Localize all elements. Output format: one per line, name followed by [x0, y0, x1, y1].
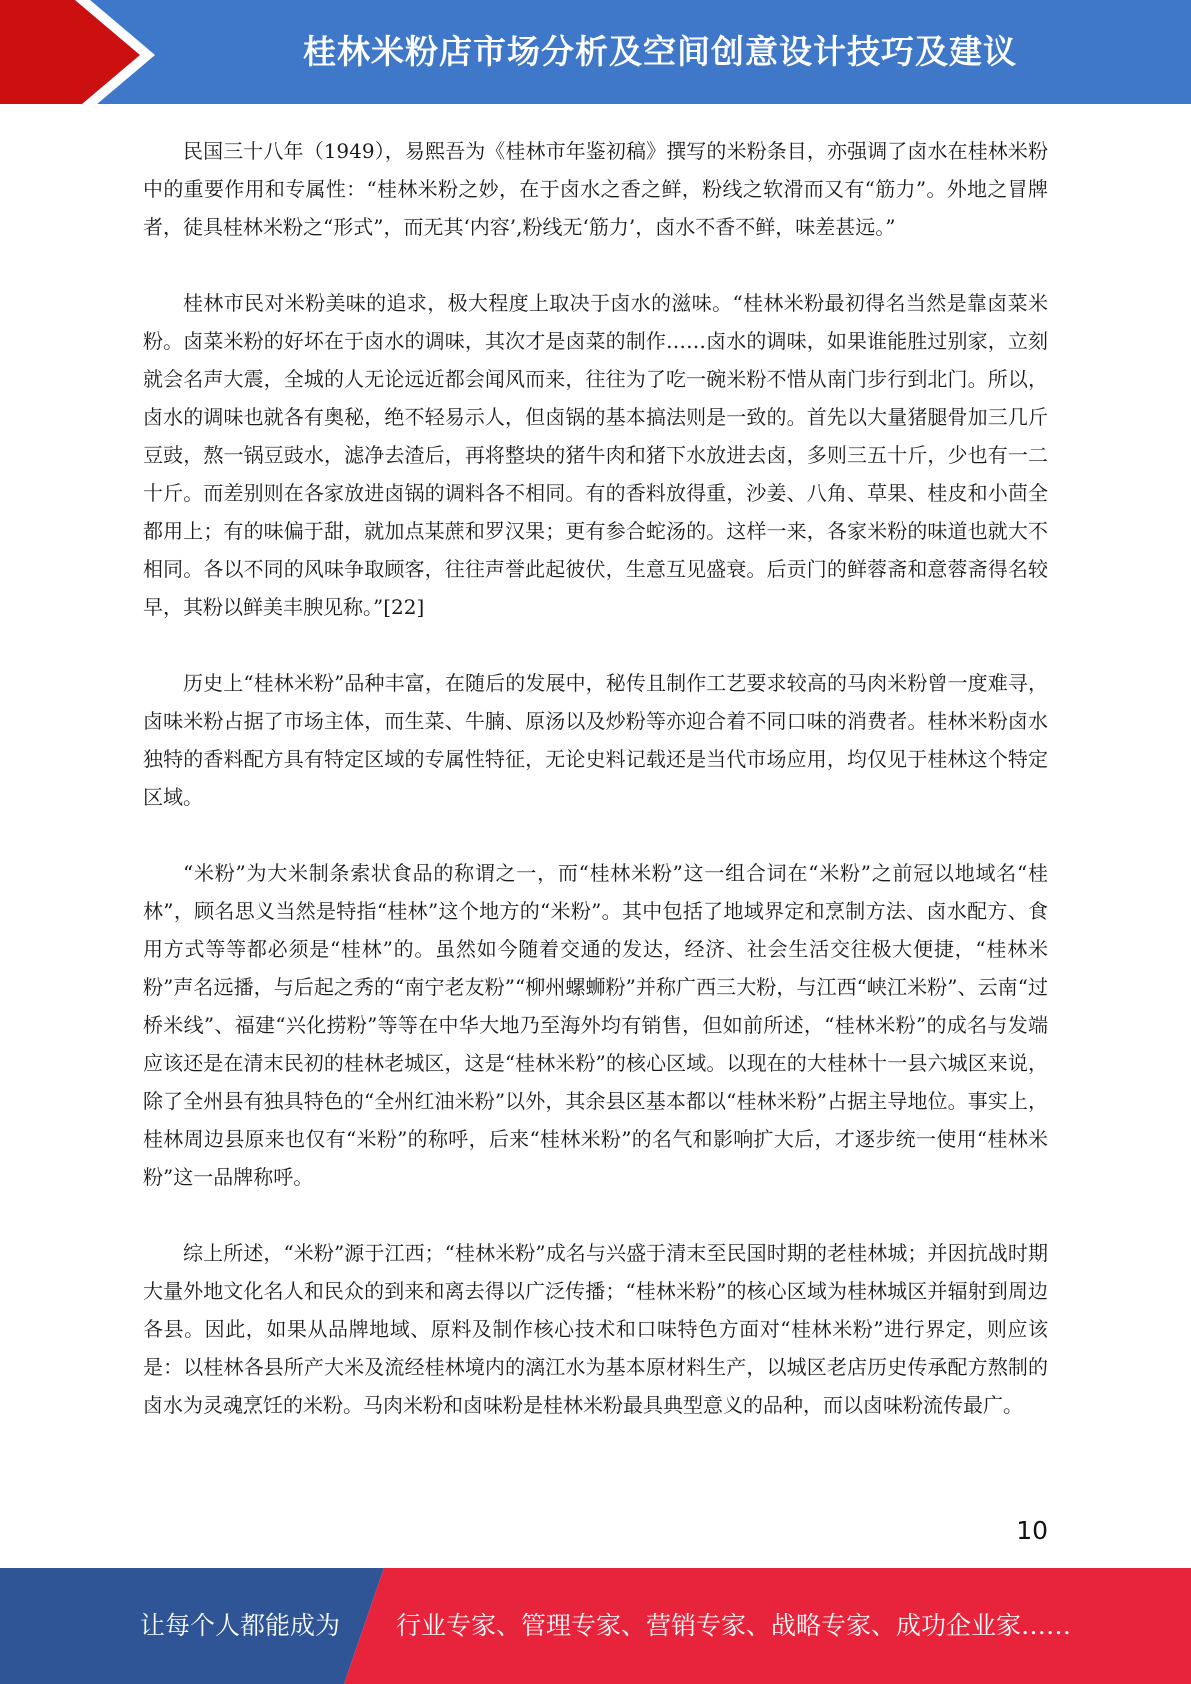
- page-number: 10: [1016, 1516, 1048, 1545]
- paragraph: 综上所述，“米粉”源于江西；“桂林米粉”成名与兴盛于清末至民国时期的老桂林城；并因抗战时期大量外地文化名人和民众的到来和离去得以广泛传播；“桂林米粉”的核心区域为桂林城区并辐射到周边各县。因此，如果从品牌地域、原料及制作核心技术和口味特色方面对“桂林米粉”进行界定，则应该是：以桂林各县所产大米及流经桂林境内的漓江水为基本原材料生产，以城区老店历史传承配方熬制的卤水为灵魂烹饪的米粉。马肉米粉和卤味粉是桂林米粉最具典型意义的品种，而以卤味粉流传最广。: [143, 1241, 1048, 1417]
- paragraph: “米粉”为大米制条索状食品的称谓之一，而“桂林米粉”这一组合词在“米粉”之前冠以地域名“桂林”，顾名思义当然是特指“桂林”这个地方的“米粉”。其中包括了地域界定和烹制方法、卤水配方、食用方式等等都必须是“桂林”的。虽然如今随着交通的发达，经济、社会生活交往极大便捷，“桂林米粉”声名远播，与后起之秀的“南宁老友粉”“柳州螺蛳粉”并称广西三大粉，与江西“峡江米粉”、云南“过桥米线”、福建“兴化捞粉”等等在中华大地乃至海外均有销售，但如前所述，“桂林米粉”的成名与发端应该还是在清末民初的桂林老城区，这是“桂林米粉”的核心区域。以现在的大桂林十一县六城区来说，除了全州县有独具特色的“全州红油米粉”以外，其余县区基本都以“桂林米粉”占据主导地位。事实上，桂林周边县原来也仅有“米粉”的称呼，后来“桂林米粉”的名气和影响扩大后，才逐步统一使用“桂林米粉”这一品牌称呼。: [143, 861, 1048, 1189]
- footer-banner: [0, 1568, 1191, 1684]
- paragraph: 历史上“桂林米粉”品种丰富，在随后的发展中，秘传且制作工艺要求较高的马肉米粉曾一度难寻，卤味米粉占据了市场主体，而生菜、牛腩、原汤以及炒粉等亦迎合着不同口味的消费者。桂林米粉卤水独特的香料配方具有特定区域的专属性特征，无论史料记载还是当代市场应用，均仅见于桂林这个特定区域。: [143, 671, 1048, 809]
- paragraph: 桂林市民对米粉美味的追求，极大程度上取决于卤水的滋味。“桂林米粉最初得名当然是靠卤菜米粉。卤菜米粉的好坏在于卤水的调味，其次才是卤菜的制作……卤水的调味，如果谁能胜过别家，立刻就会名声大震，全城的人无论远近都会闻风而来，往往为了吃一碗米粉不惜从南门步行到北门。所以，卤水的调味也就各有奥秘，绝不轻易示人，但卤锅的基本搞法则是一致的。首先以大量猪腿骨加三几斤豆豉，熬一锅豆豉水，滤净去渣后，再将整块的猪牛肉和猪下水放进去卤，多则三五十斤，少也有一二十斤。而差别则在各家放进卤锅的调料各不相同。有的香料放得重，沙姜、八角、草果、桂皮和小茴全都用上；有的味偏于甜，就加点某蔗和罗汉果；更有参合蛇汤的。这样一来，各家米粉的味道也就大不相同。各以不同的风味争取顾客，往往声誉此起彼伏，生意互见盛衰。后贡门的鲜蓉斋和意蓉斋得名较早，其粉以鲜美丰腴见称。”[22]: [143, 291, 1048, 619]
- footer-slogan-left: 让每个人都能成为: [140, 1611, 341, 1640]
- document-title: 桂林米粉店市场分析及空间创意设计技巧及建议: [303, 32, 1017, 71]
- footer-slogan-right: 行业专家、管理专家、营销专家、战略专家、成功企业家……: [396, 1611, 1072, 1640]
- paragraph: 民国三十八年（1949），易熙吾为《桂林市年鉴初稿》撰写的米粉条目，亦强调了卤水在桂林米粉中的重要作用和专属性：“桂林米粉之妙，在于卤水之香之鲜，粉线之软滑而又有“筋力”。外地之冒牌者，徒具桂林米粉之“形式”，而无其‘内容’,粉线无‘筋力’，卤水不香不鲜，味差甚远。”: [143, 139, 1048, 239]
- article-body: [143, 132, 1048, 1462]
- header-banner: [0, 0, 1191, 110]
